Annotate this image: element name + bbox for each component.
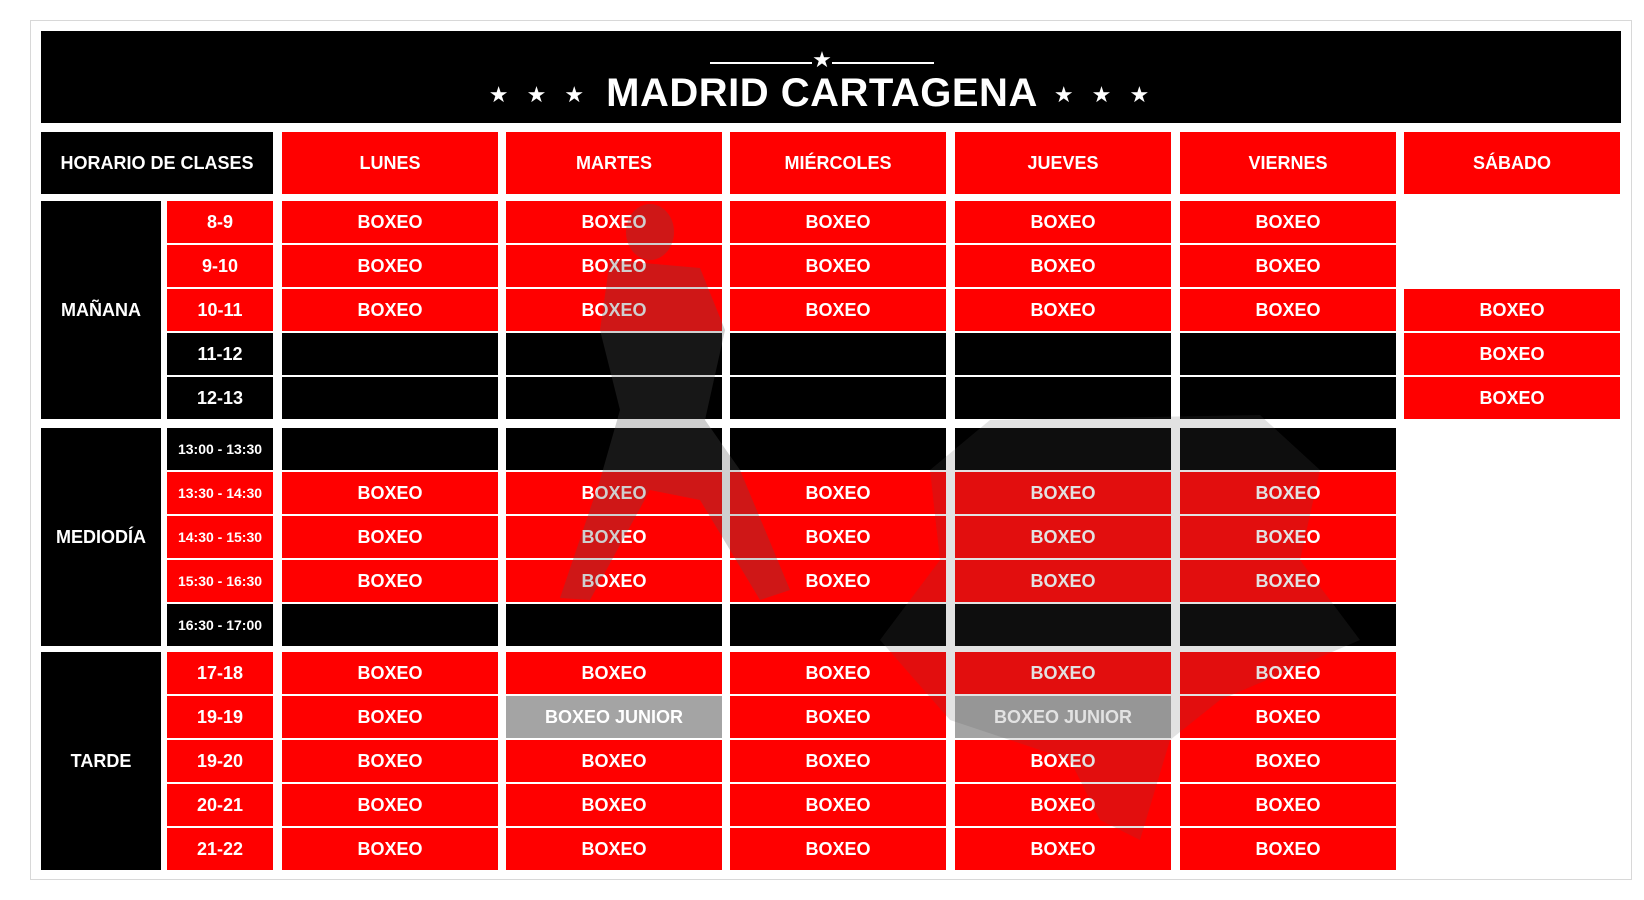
class-cell: BOXEO [730, 696, 946, 738]
period-label-1: MEDIODÍA [41, 428, 161, 646]
time-slot: 19-19 [167, 696, 273, 738]
empty-slot [955, 377, 1171, 419]
class-cell: BOXEO [1180, 652, 1396, 694]
class-cell: BOXEO JUNIOR [955, 696, 1171, 738]
class-cell: BOXEO [955, 516, 1171, 558]
class-cell: BOXEO [282, 696, 498, 738]
class-cell: BOXEO [1180, 784, 1396, 826]
class-cell: BOXEO [282, 201, 498, 243]
right-stars-icon: ★ ★ ★ [1053, 82, 1156, 107]
class-cell: BOXEO [506, 516, 722, 558]
class-cell: BOXEO [730, 828, 946, 870]
header-day-2: MIÉRCOLES [730, 132, 946, 194]
empty-slot [730, 604, 946, 646]
class-cell: BOXEO [730, 560, 946, 602]
time-slot: 9-10 [167, 245, 273, 287]
time-slot: 11-12 [167, 333, 273, 375]
class-cell: BOXEO [1180, 201, 1396, 243]
left-stars-icon: ★ ★ ★ [488, 82, 591, 107]
class-cell: BOXEO [1180, 245, 1396, 287]
class-cell: BOXEO [506, 472, 722, 514]
header-day-0: LUNES [282, 132, 498, 194]
class-cell: BOXEO [1180, 472, 1396, 514]
class-cell: BOXEO [282, 245, 498, 287]
class-cell: BOXEO [730, 245, 946, 287]
empty-slot [1180, 333, 1396, 375]
header-day-5: SÁBADO [1404, 132, 1620, 194]
period-label-0: MAÑANA [41, 201, 161, 419]
class-cell: BOXEO [730, 201, 946, 243]
class-cell: BOXEO [1404, 333, 1620, 375]
class-cell: BOXEO [1180, 560, 1396, 602]
time-slot: 17-18 [167, 652, 273, 694]
class-cell: BOXEO [282, 289, 498, 331]
class-cell: BOXEO [955, 560, 1171, 602]
class-cell: BOXEO [506, 828, 722, 870]
class-cell: BOXEO [955, 740, 1171, 782]
empty-slot [282, 604, 498, 646]
time-slot: 15:30 - 16:30 [167, 560, 273, 602]
empty-slot [730, 428, 946, 470]
page-title-row [0, 62, 1644, 126]
time-slot: 21-22 [167, 828, 273, 870]
empty-slot [506, 604, 722, 646]
class-cell: BOXEO [1404, 289, 1620, 331]
class-cell: BOXEO [730, 740, 946, 782]
header-corner: HORARIO DE CLASES [41, 132, 273, 194]
class-cell: BOXEO [1404, 377, 1620, 419]
empty-slot [955, 604, 1171, 646]
class-cell: BOXEO [506, 784, 722, 826]
empty-slot [506, 377, 722, 419]
class-cell: BOXEO [282, 784, 498, 826]
class-cell: BOXEO [506, 652, 722, 694]
empty-slot [730, 333, 946, 375]
class-cell: BOXEO [1180, 828, 1396, 870]
empty-slot [955, 428, 1171, 470]
class-cell: BOXEO JUNIOR [506, 696, 722, 738]
class-cell: BOXEO [506, 560, 722, 602]
time-slot: 16:30 - 17:00 [167, 604, 273, 646]
class-cell: BOXEO [955, 652, 1171, 694]
page-title: MADRID CARTAGENA [606, 71, 1038, 115]
class-cell: BOXEO [282, 472, 498, 514]
time-slot: 14:30 - 15:30 [167, 516, 273, 558]
class-cell: BOXEO [282, 828, 498, 870]
class-cell: BOXEO [506, 740, 722, 782]
empty-slot [506, 428, 722, 470]
empty-slot [955, 333, 1171, 375]
empty-slot [282, 377, 498, 419]
class-cell: BOXEO [506, 289, 722, 331]
empty-slot [730, 377, 946, 419]
header-day-3: JUEVES [955, 132, 1171, 194]
time-slot: 19-20 [167, 740, 273, 782]
banner-top-star-icon: ★ [812, 45, 832, 75]
time-slot: 10-11 [167, 289, 273, 331]
class-cell: BOXEO [1180, 516, 1396, 558]
class-cell: BOXEO [1180, 289, 1396, 331]
class-cell: BOXEO [282, 652, 498, 694]
time-slot: 20-21 [167, 784, 273, 826]
empty-slot [1180, 428, 1396, 470]
class-cell: BOXEO [282, 516, 498, 558]
empty-slot [1180, 377, 1396, 419]
class-cell: BOXEO [730, 289, 946, 331]
class-cell: BOXEO [506, 201, 722, 243]
class-cell: BOXEO [955, 245, 1171, 287]
class-cell: BOXEO [282, 560, 498, 602]
empty-slot [282, 428, 498, 470]
class-cell: BOXEO [730, 516, 946, 558]
time-slot: 12-13 [167, 377, 273, 419]
class-cell: BOXEO [730, 652, 946, 694]
class-cell: BOXEO [955, 289, 1171, 331]
class-cell: BOXEO [955, 472, 1171, 514]
header-day-4: VIERNES [1180, 132, 1396, 194]
time-slot: 13:00 - 13:30 [167, 428, 273, 470]
empty-slot [282, 333, 498, 375]
class-cell: BOXEO [730, 784, 946, 826]
class-cell: BOXEO [955, 828, 1171, 870]
class-cell: BOXEO [955, 784, 1171, 826]
header-day-1: MARTES [506, 132, 722, 194]
time-slot: 8-9 [167, 201, 273, 243]
class-cell: BOXEO [1180, 696, 1396, 738]
class-cell: BOXEO [1180, 740, 1396, 782]
class-cell: BOXEO [955, 201, 1171, 243]
class-cell: BOXEO [730, 472, 946, 514]
class-cell: BOXEO [506, 245, 722, 287]
period-label-2: TARDE [41, 652, 161, 870]
empty-slot [506, 333, 722, 375]
class-cell: BOXEO [282, 740, 498, 782]
time-slot: 13:30 - 14:30 [167, 472, 273, 514]
empty-slot [1180, 604, 1396, 646]
